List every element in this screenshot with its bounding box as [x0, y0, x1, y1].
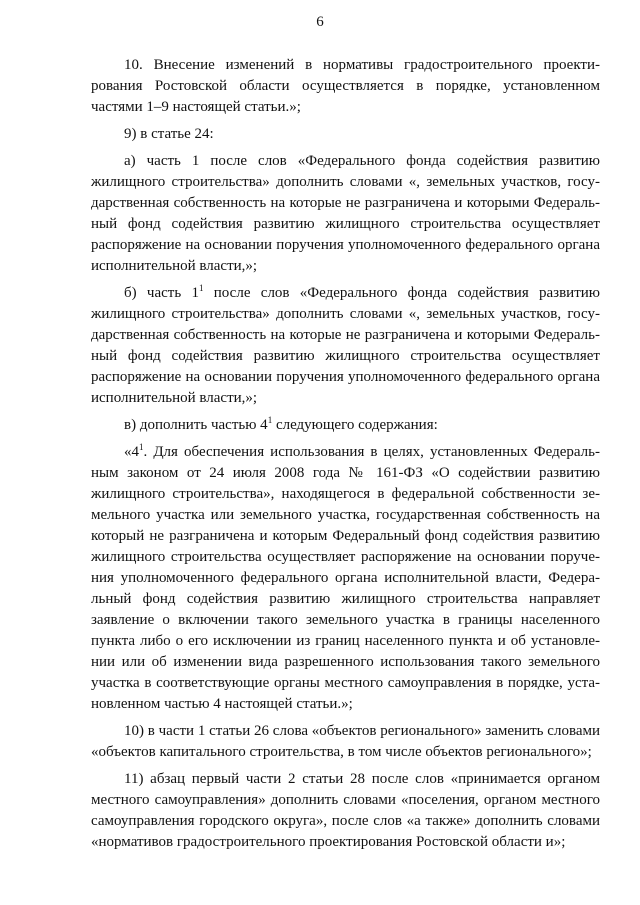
paragraph-text: 10) в части 1 статьи 26 слова «объектов регионального» заменить словами «объектов капитального строительства, в том числе объектов регионального»;	[91, 723, 600, 760]
paragraph-subitem-a	[91, 151, 600, 277]
superscript: 1	[267, 415, 273, 425]
paragraph-subitem-b	[91, 283, 600, 409]
paragraph-text: 10. Внесение изменений в нормативы градостроительного проектирования Ростовской области осуществляется в порядке, установленном частями 1–9 настоящей статьи.»;	[91, 57, 600, 115]
paragraph-clause-10-amendments	[91, 55, 600, 118]
superscript: 1	[139, 442, 144, 452]
document-body	[91, 55, 600, 859]
page-number: 6	[316, 14, 324, 30]
paragraph-text: 9) в статье 24:	[124, 126, 214, 142]
superscript: 1	[198, 283, 204, 293]
paragraph-part-4-1-text	[91, 442, 600, 715]
paragraph-text: б) часть 1	[124, 285, 199, 301]
paragraph-item-9-article-24	[91, 124, 600, 145]
paragraph-item-10-article-26	[91, 721, 600, 763]
paragraph-text: в) дополнить частью 4	[124, 417, 268, 433]
paragraph-text: следующего содержания:	[272, 417, 438, 433]
paragraph-text: . Для обеспечения использования в целях, установленных Федеральным законом от 24 июля 2008 года № 161-ФЗ «О содействии развитию жилищного строительства», находящегося в федеральной собственности земельного участка или земельного участка, государственная собственность на который не разграничена и которым Федеральный фонд содействия развитию жилищного строительства осуществляет распоряжение на основании поручения уполномоченного федерального органа исполнительной власти, Федеральный фонд содействия развитию жилищного строительства направляет заявление о включении такого земельного участка в границы населенного пункта либо о его исключении из границ населенного пункта и об установлении или об изменении вида разрешенного использования такого земельного участка в соответствующие органы местного самоуправления в порядке, установленном частью 4 настоящей статьи.»;	[91, 444, 600, 712]
paragraph-item-11-article-28	[91, 769, 600, 853]
paragraph-text: 11) абзац первый части 2 статьи 28 после слов «принимается органом местного самоуправления» дополнить словами «поселения, органом местного самоуправления городского округа», после слов «а также» дополнить словами «нормативов градостроительного проектирования Ростовской области и»;	[91, 771, 600, 850]
paragraph-subitem-v	[91, 415, 600, 436]
paragraph-text: после слов «Федерального фонда содействия развитию жилищного строительства» дополнить словами «, земельных участков, государственная собственность на которые не разграничена и которыми Федеральный фонд содействия развитию жилищного строительства осуществляет распоряжение на основании поручения уполномоченного федерального органа исполнительной власти,»;	[91, 285, 600, 406]
paragraph-text: а) часть 1 после слов «Федерального фонда содействия развитию жилищного строительства» дополнить словами «, земельных участков, государственная собственность на которые не разграничена и которыми Федеральный фонд содействия развитию жилищного строительства осуществляет распоряжение на основании поручения уполномоченного федерального органа исполнительной власти,»;	[91, 153, 600, 274]
paragraph-text: «4	[124, 444, 139, 460]
